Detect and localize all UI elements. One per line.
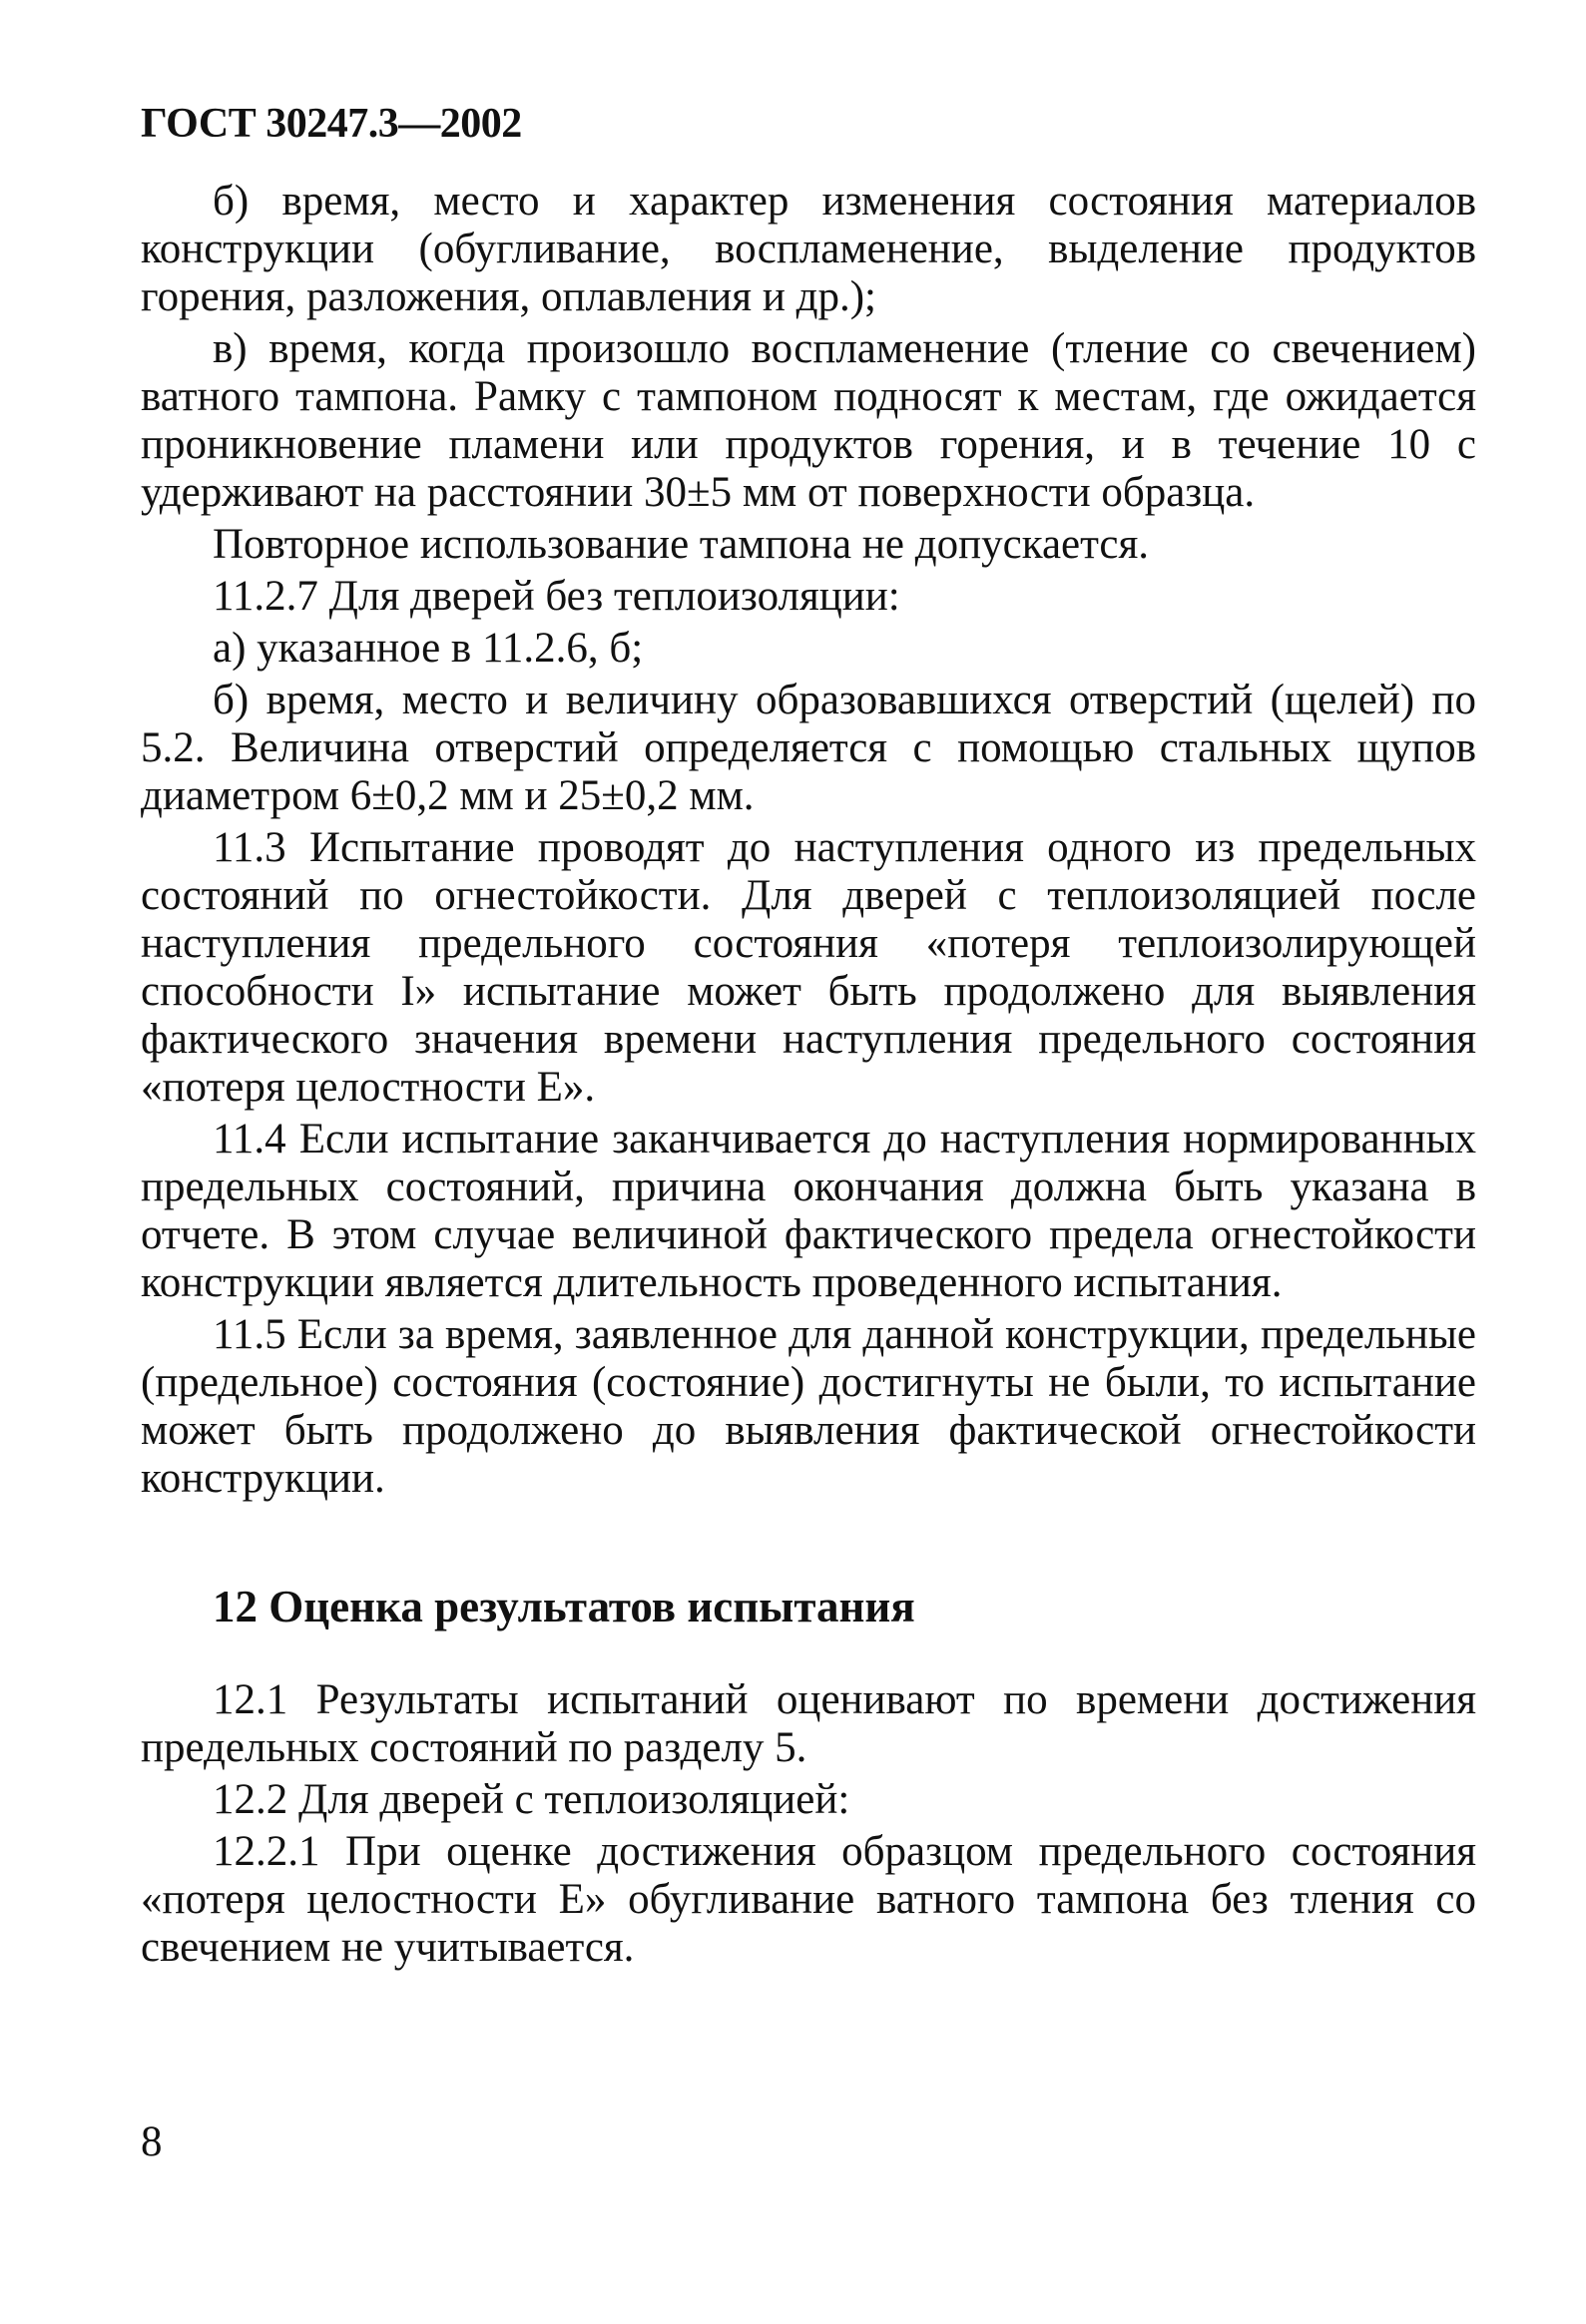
paragraph-12-1: 12.1 Результаты испытаний оценивают по времени достижения предельных состояний по разделу 5.: [141, 1676, 1476, 1771]
document-header: ГОСТ 30247.3—2002: [141, 101, 522, 147]
section-title-12: 12 Оценка результатов испытания: [213, 1582, 915, 1631]
paragraph-12-2: 12.2 Для дверей с теплоизоляцией:: [213, 1776, 850, 1823]
paragraph-11-3: 11.3 Испытание проводят до наступления одного из предельных состояний по огнестойкости. Для дверей с теплоизоляцией после наступления предельного состояния «потеря теплоизолирующей способности I» испытание может быть продолжено для выявления фактического значения времени наступления предельного состояния «потеря целостности E».: [141, 824, 1476, 1111]
paragraph-tampon-reuse: Повторное использование тампона не допускается.: [213, 521, 1150, 568]
paragraph-11-5: 11.5 Если за время, заявленное для данной конструкции, предельные (предельное) состояния (состояние) достигнуты не были, то испытание может быть продолжено до выявления фактической огнестойкости конструкции.: [141, 1311, 1476, 1502]
paragraph-11-4: 11.4 Если испытание заканчивается до наступления нормированных предельных состояний, причина окончания должна быть указана в отчете. В этом случае величиной фактического предела огнестойкости конструкции является длительность проведенного испытания.: [141, 1116, 1476, 1306]
document-body: [141, 178, 1476, 1976]
paragraph-a-reference: а) указанное в 11.2.6, б;: [213, 625, 644, 672]
paragraph-b-openings: б) время, место и величину образовавшихся отверстий (щелей) по 5.2. Величина отверстий определяется с помощью стальных щупов диаметром 6±0,2 мм и 25±0,2 мм.: [141, 677, 1476, 819]
paragraph-11-2-7: 11.2.7 Для дверей без теплоизоляции:: [213, 573, 900, 620]
paragraph-v-tampon-ignition: в) время, когда произошло воспламенение (тление со свечением) ватного тампона. Рамку с тампоном подносят к местам, где ожидается проникновение пламени или продуктов горения, и в течение 10 с удерживают на расстоянии 30±5 мм от поверхности образца.: [141, 325, 1476, 516]
page-number: 8: [141, 2118, 163, 2165]
paragraph-b-material-changes: б) время, место и характер изменения состояния материалов конструкции (обугливание, воспламенение, выделение продуктов горения, разложения, оплавления и др.);: [141, 178, 1476, 320]
paragraph-12-2-1: 12.2.1 При оценке достижения образцом предельного состояния «потеря целостности E» обугливание ватного тампона без тления со свечением не учитывается.: [141, 1828, 1476, 1971]
